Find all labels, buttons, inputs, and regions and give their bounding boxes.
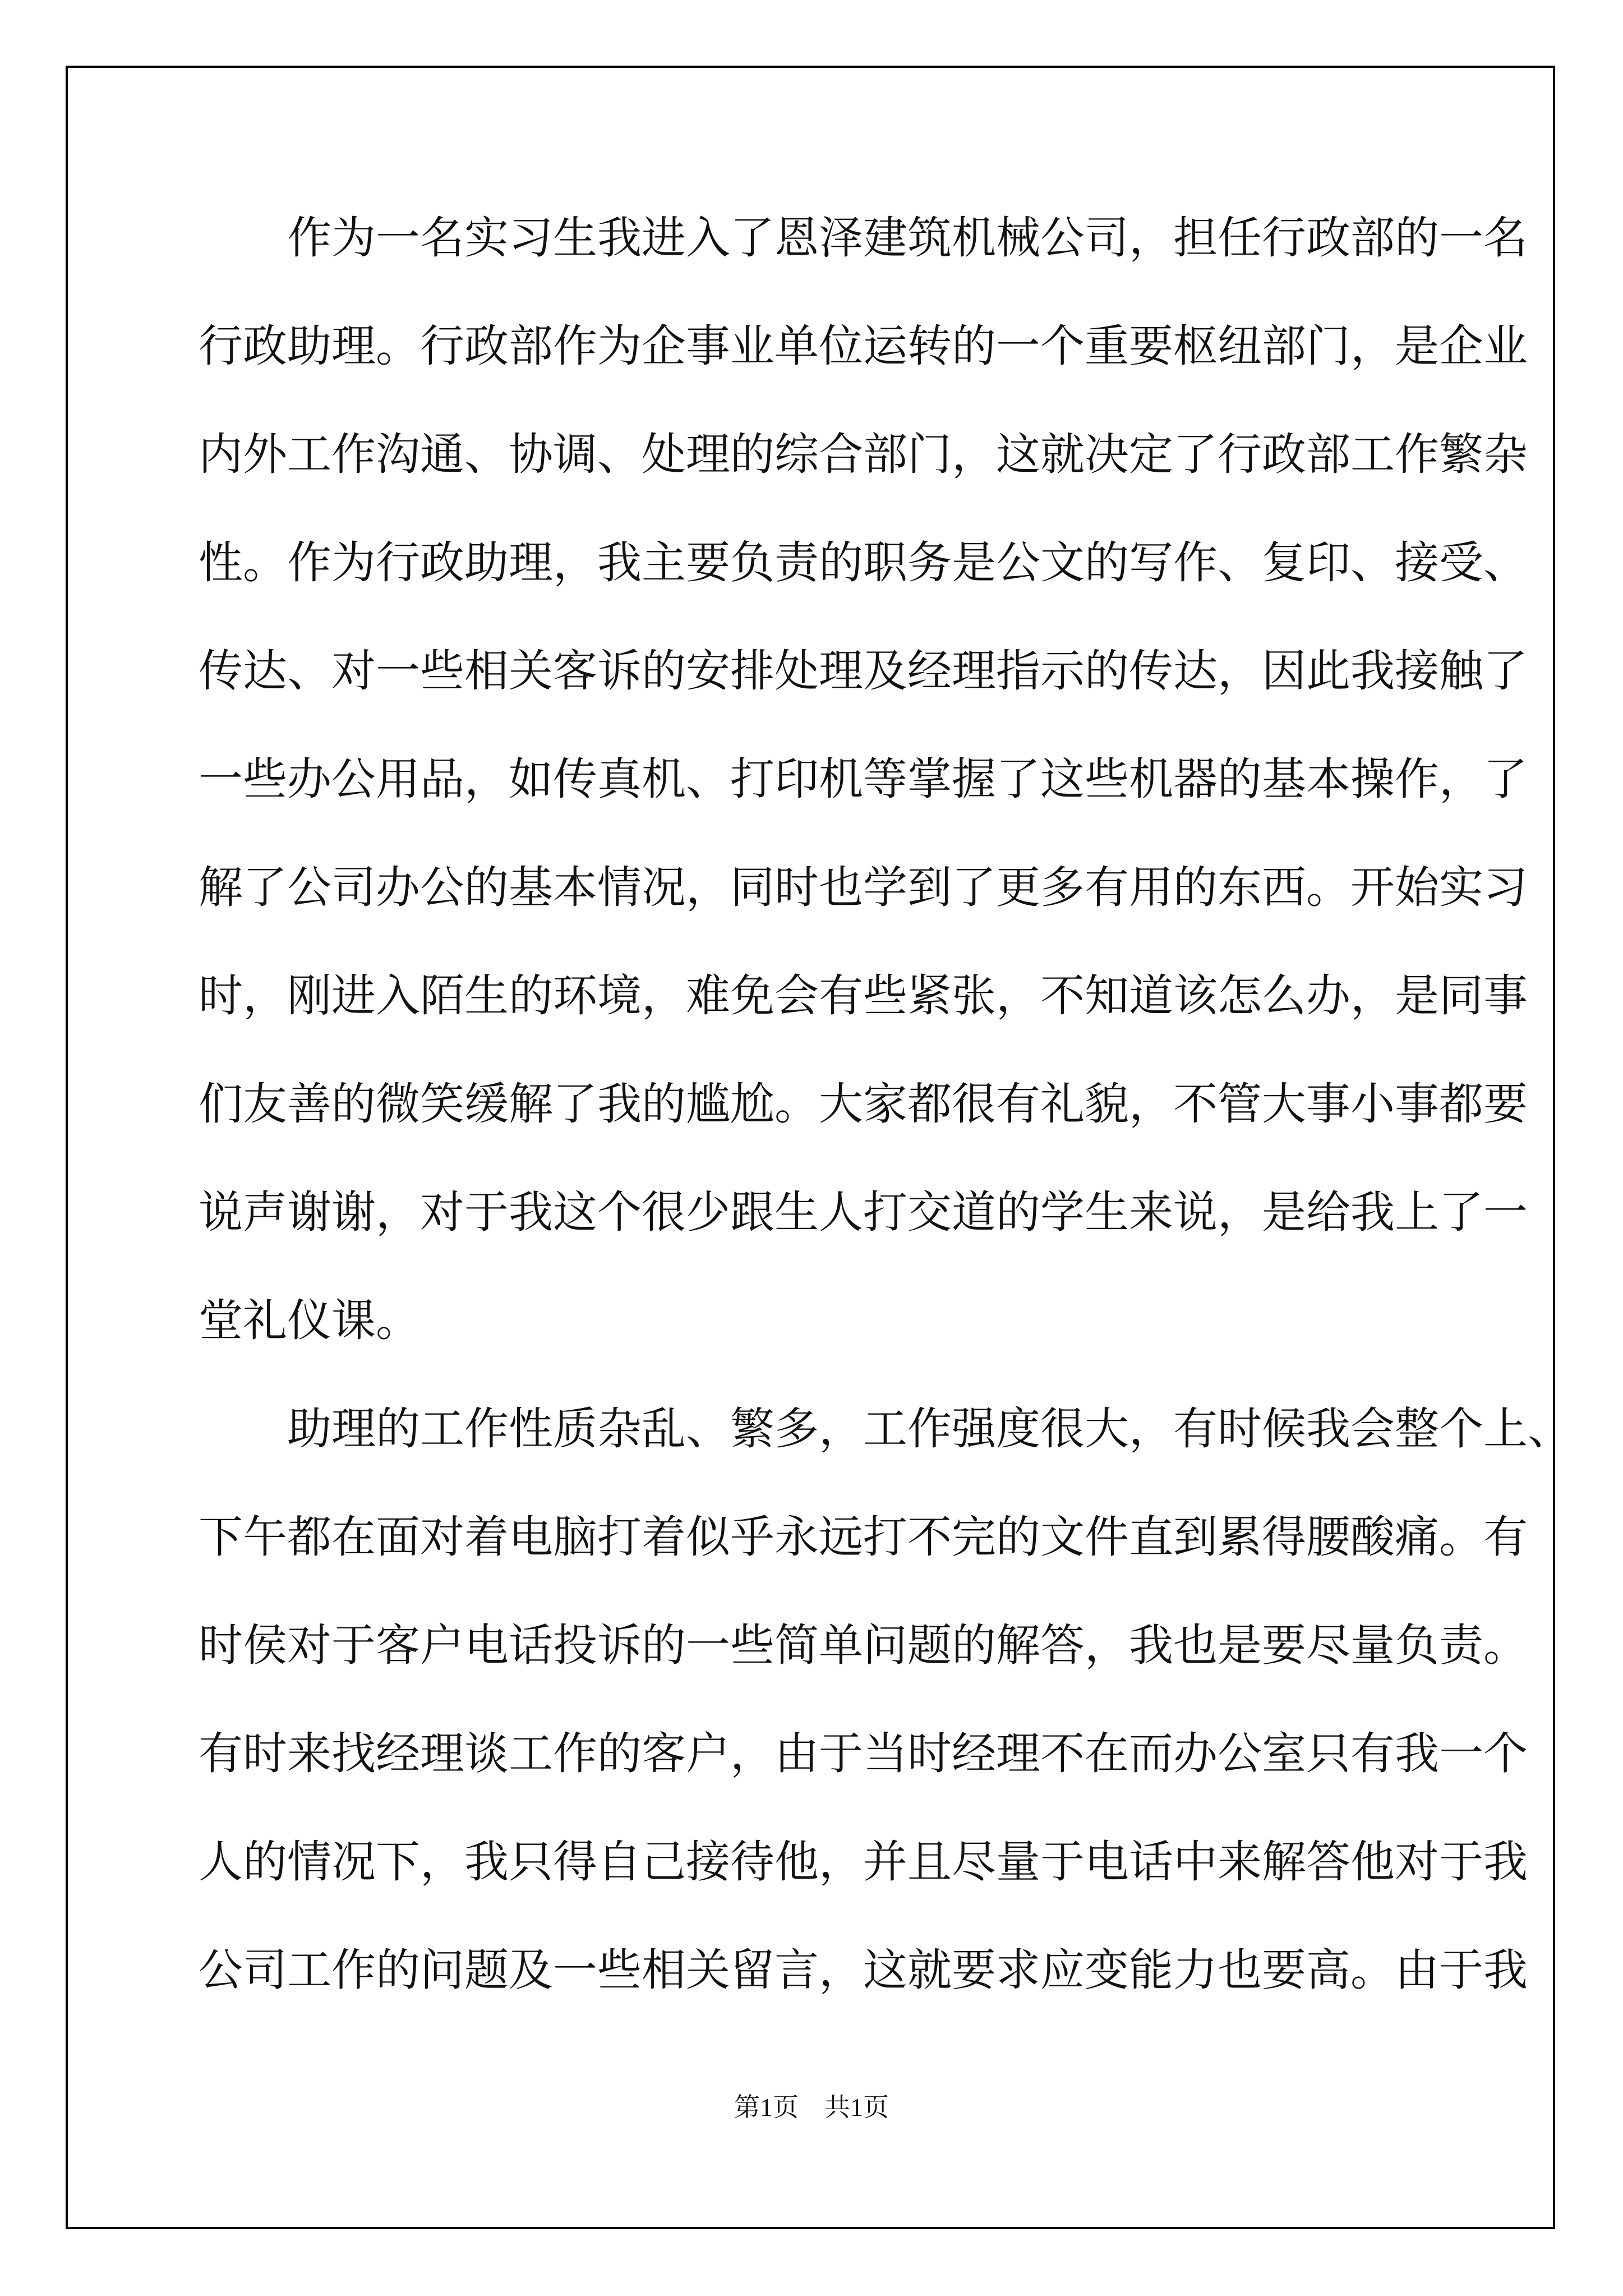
paragraph-2-line: 公司工作的问题及一些相关留言，这就要求应变能力也要高。由于我 (199, 1944, 1528, 1996)
paragraph-2-line: 下午都在面对着电脑打着似乎永远打不完的文件直到累得腰酸痛。有 (199, 1511, 1528, 1563)
paragraph-1-line: 们友善的微笑缓解了我的尴尬。大家都很有礼貌，不管大事小事都要 (199, 1078, 1528, 1130)
paragraph-2-line: 助理的工作性质杂乱、繁多，工作强度很大，有时候我会整个上、 (287, 1403, 1572, 1455)
paragraph-1-line: 性。作为行政助理，我主要负责的职务是公文的写作、复印、接受、 (199, 537, 1528, 588)
paragraph-1-line: 内外工作沟通、协调、处理的综合部门，这就决定了行政部工作繁杂 (199, 429, 1528, 480)
paragraph-2-line: 人的情况下，我只得自己接待他，并且尽量于电话中来解答他对于我 (199, 1836, 1528, 1888)
paragraph-1-line: 堂礼仪课。 (199, 1295, 420, 1346)
paragraph-1-line: 说声谢谢，对于我这个很少跟生人打交道的学生来说，是给我上了一 (199, 1186, 1528, 1238)
paragraph-1-line: 行政助理。行政部作为企事业单位运转的一个重要枢纽部门，是企业 (199, 320, 1528, 372)
paragraph-2-line: 时侯对于客户电话投诉的一些简单问题的解答，我也是要尽量负责。 (199, 1619, 1528, 1671)
paragraph-1-line: 一些办公用品，如传真机、打印机等掌握了这些机器的基本操作，了 (199, 753, 1528, 805)
paragraph-2-line: 有时来找经理谈工作的客户，由于当时经理不在而办公室只有我一个 (199, 1728, 1528, 1779)
paragraph-1-line: 解了公司办公的基本情况，同时也学到了更多有用的东西。开始实习 (199, 862, 1528, 913)
paragraph-1-line: 作为一名实习生我进入了恩泽建筑机械公司，担任行政部的一名 (287, 212, 1528, 264)
paragraph-1-line: 传达、对一些相关客诉的安排处理及经理指示的传达，因此我接触了 (199, 645, 1528, 697)
paragraph-1-line: 时，刚进入陌生的环境，难免会有些紧张，不知道该怎么办，是同事 (199, 970, 1528, 1022)
document-body (199, 212, 1572, 2056)
page-footer: 第1页 共1页 (734, 2093, 889, 2122)
